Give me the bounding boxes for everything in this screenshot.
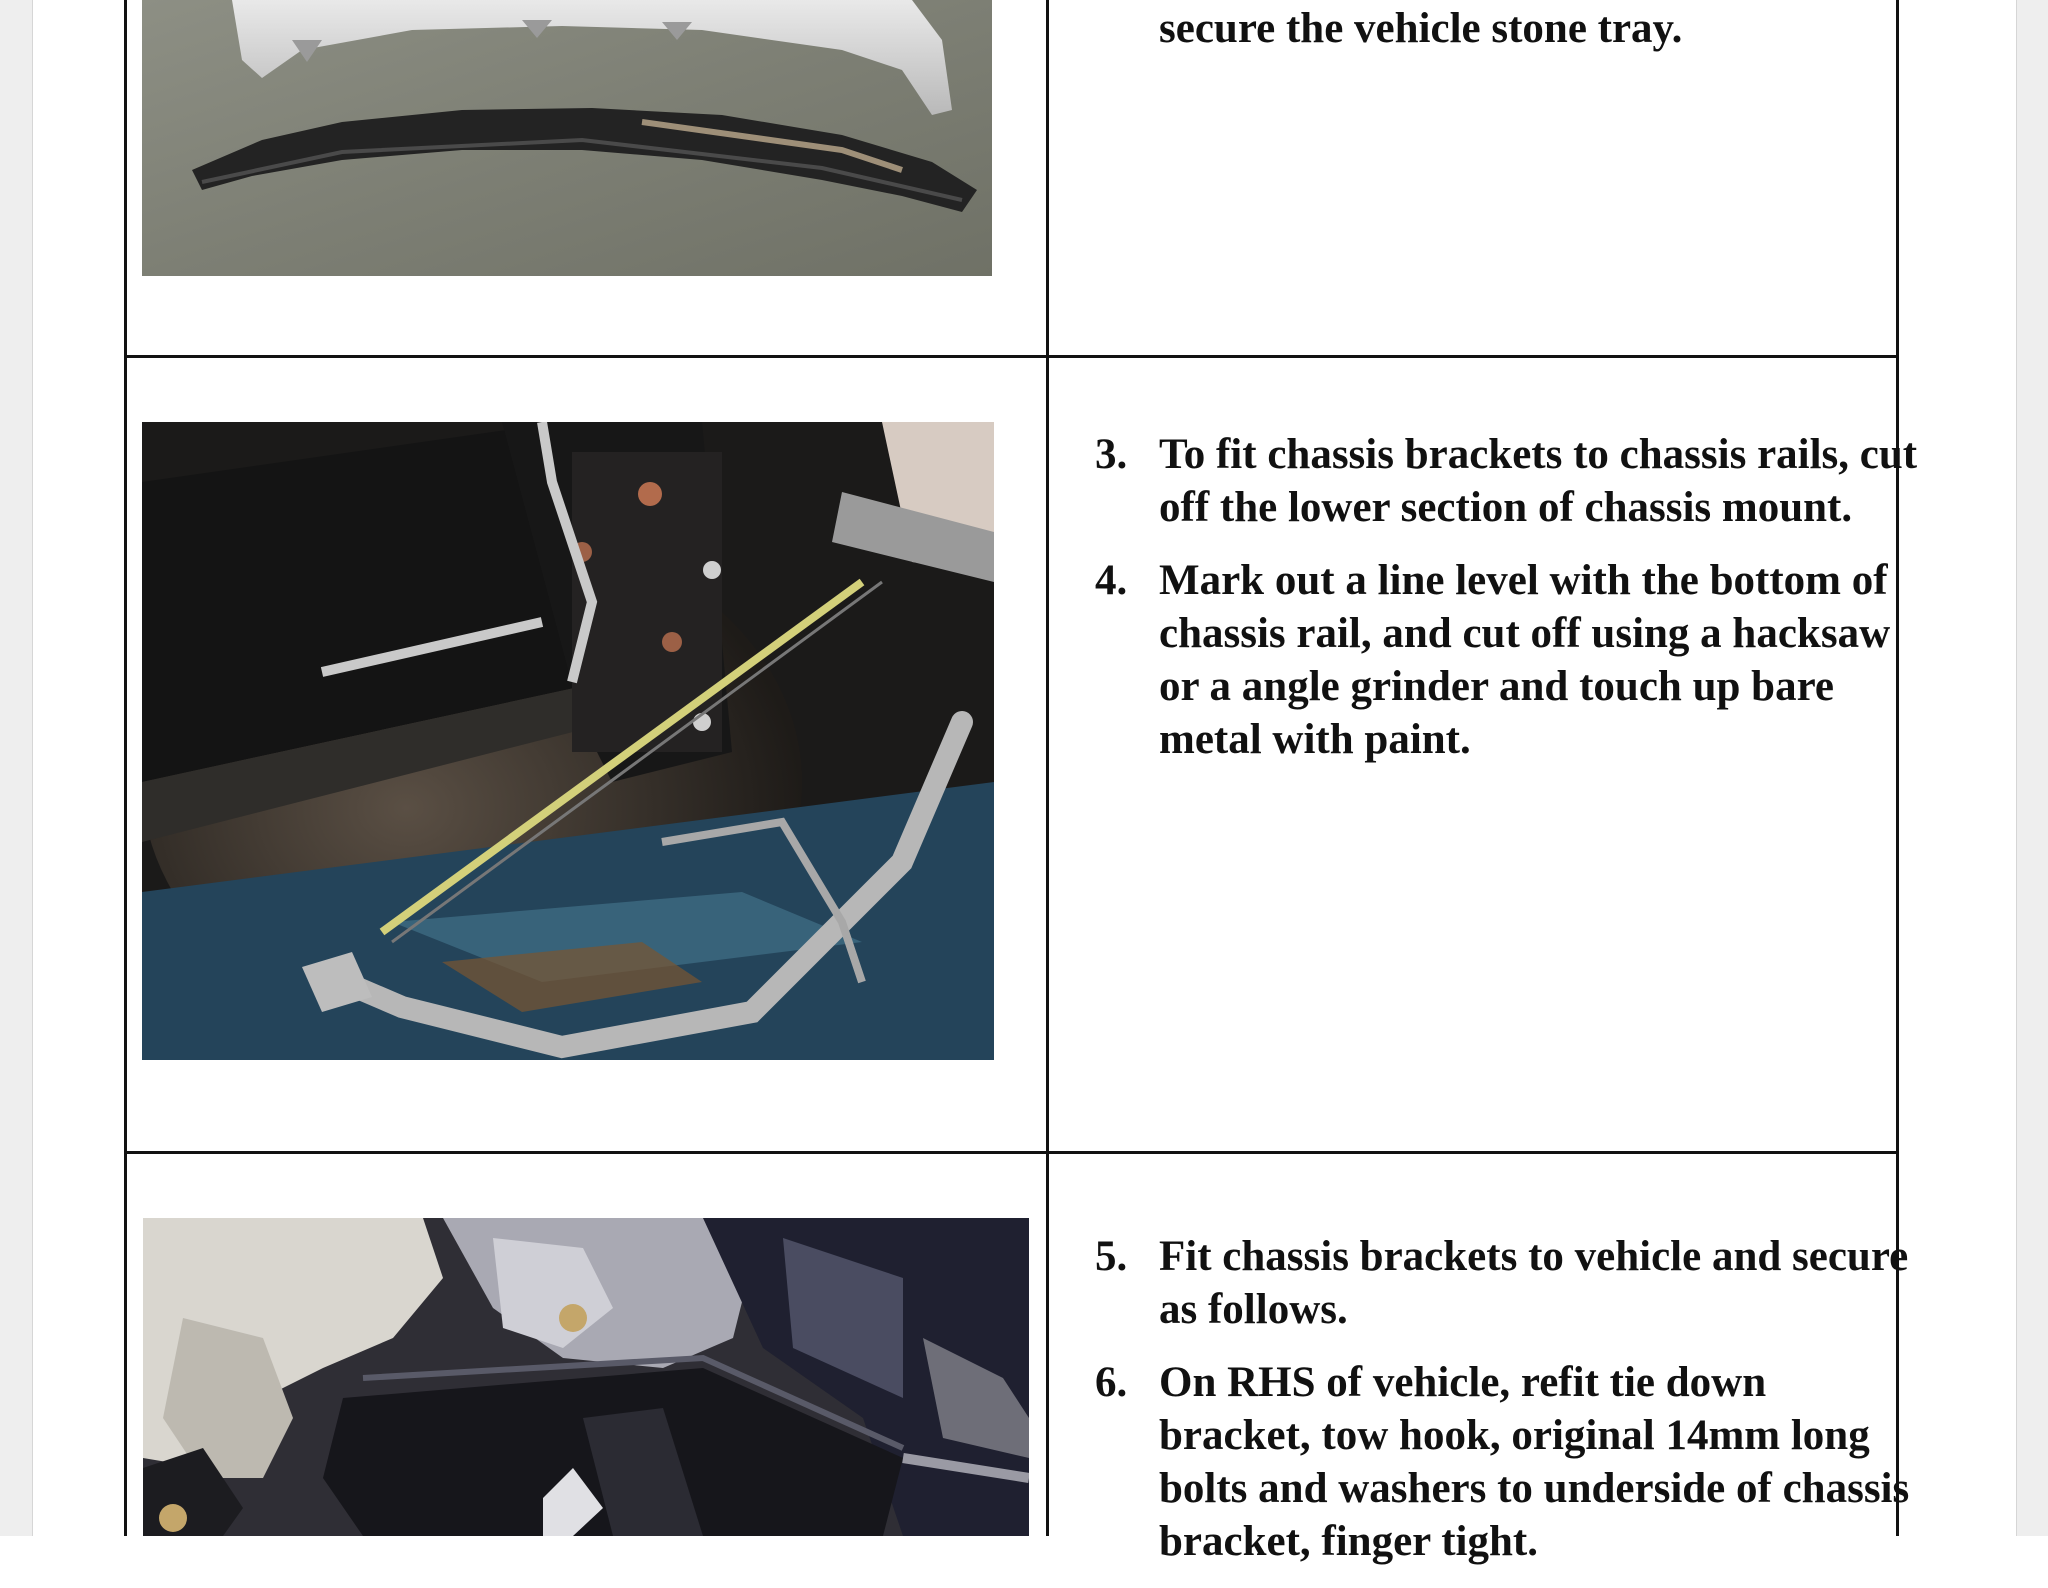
step-text: On RHS of vehicle, refit tie down bracket, tow hook, original 14mm long bolts and washers to underside of chassis bracket, finger tight. bbox=[1159, 1359, 1910, 1565]
bumper-and-stone-tray-photo bbox=[142, 0, 992, 276]
step-number: 4. bbox=[1095, 557, 1128, 604]
table-border-left bbox=[124, 0, 127, 1536]
step-number: 3. bbox=[1095, 431, 1128, 478]
step-item-5 bbox=[1095, 1230, 1925, 1336]
table-row-divider-2 bbox=[124, 1151, 1899, 1154]
table-row-divider-1 bbox=[124, 355, 1899, 358]
step-text: Fit chassis brackets to vehicle and secure as follows. bbox=[1159, 1233, 1909, 1333]
chassis-bracket-fitted-photo bbox=[143, 1218, 1029, 1536]
steps-list-5-6 bbox=[1095, 1230, 1925, 1588]
table-column-divider bbox=[1046, 0, 1049, 1536]
step-number: 6. bbox=[1095, 1359, 1128, 1406]
viewer-right-gutter bbox=[2016, 0, 2048, 1536]
document-page bbox=[33, 0, 2016, 1565]
step-item-6 bbox=[1095, 1356, 1925, 1568]
step-text: To fit chassis brackets to chassis rails, cut off the lower section of chassis mount. bbox=[1159, 431, 1918, 531]
chassis-mount-hacksaw-photo bbox=[142, 422, 994, 1060]
steps-list-3-4 bbox=[1095, 428, 1925, 786]
step-number: 5. bbox=[1095, 1233, 1128, 1280]
step-continuation-text: secure the vehicle stone tray. bbox=[1159, 5, 1683, 52]
step-item-3 bbox=[1095, 428, 1925, 534]
viewer-left-gutter bbox=[0, 0, 33, 1536]
step-text: Mark out a line level with the bottom of chassis rail, and cut off using a hacksaw or a angle grinder and touch up bare metal with paint. bbox=[1159, 557, 1891, 763]
step-item-4 bbox=[1095, 554, 1925, 766]
